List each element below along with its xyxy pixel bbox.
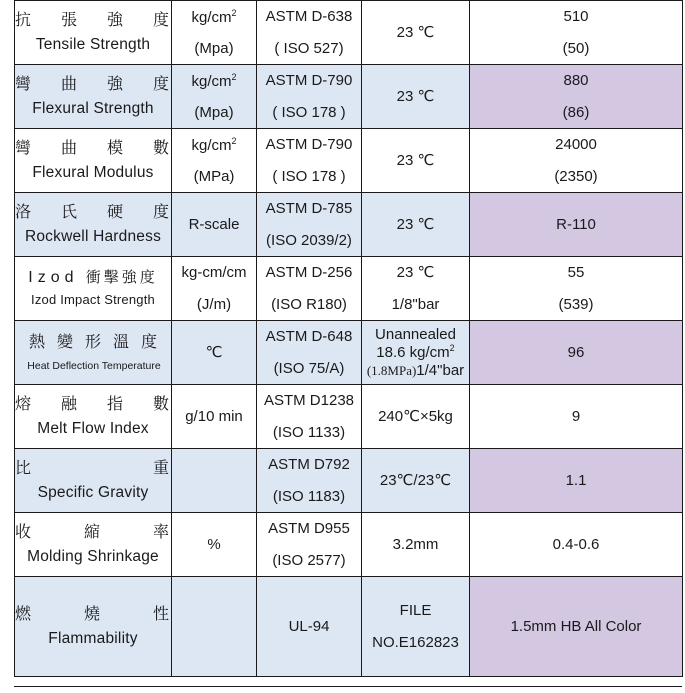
table-row xyxy=(15,385,683,449)
test-method-cell: ASTM D-256 (ISO R180) xyxy=(257,257,362,321)
test-method-cell: ASTM D-648 (ISO 75/A) xyxy=(257,321,362,385)
property-name-en: Flexural Modulus xyxy=(32,163,154,181)
condition-cell: 23 ℃ xyxy=(362,193,470,257)
unit-cell: g/10 min xyxy=(172,385,257,449)
property-name-zh: 比 重 xyxy=(15,458,169,478)
test-method-cell: ASTM D1238 (ISO 1133) xyxy=(257,385,362,449)
property-name-cell xyxy=(15,193,172,257)
test-method-cell: ASTM D955 (ISO 2577) xyxy=(257,513,362,577)
property-name-en: Rockwell Hardness xyxy=(24,227,162,245)
value-cell: R-110 xyxy=(470,193,683,257)
condition-cell: 23 ℃ xyxy=(362,1,470,65)
property-name-zh: 彎 曲 強 度 xyxy=(15,74,169,94)
property-name-cell xyxy=(15,65,172,129)
condition-cell: FILE NO.E162823 xyxy=(362,577,470,677)
table-row xyxy=(15,1,683,65)
property-name-en: Izod Impact Strength xyxy=(31,292,155,308)
property-name-zh: 彎 曲 模 數 xyxy=(15,138,169,158)
property-name-zh: 燃 燒 性 xyxy=(15,604,169,624)
property-name-cell xyxy=(15,1,172,65)
unit-cell: $kg/cm^2$ (Mpa) xyxy=(172,65,257,129)
condition-cell: 23℃/23℃ xyxy=(362,449,470,513)
table-row xyxy=(15,449,683,513)
condition-cell: Unannealed 18.6 $kg/cm^2$ (1.8MPa)1/4"bar xyxy=(362,321,470,385)
property-name-cell xyxy=(15,513,172,577)
condition-cell: 23 ℃ xyxy=(362,65,470,129)
property-name-cell xyxy=(15,257,172,321)
property-name-en: Tensile Strength xyxy=(35,35,151,53)
unit-cell xyxy=(172,577,257,677)
table-row xyxy=(15,193,683,257)
property-name-cell xyxy=(15,449,172,513)
value-cell: 880 (86) xyxy=(470,65,683,129)
property-name-en: Flexural Strength xyxy=(32,99,154,117)
test-method-cell: ASTM D-638 ( ISO 527) xyxy=(257,1,362,65)
value-cell: 96 xyxy=(470,321,683,385)
test-method-cell: ASTM D792 (ISO 1183) xyxy=(257,449,362,513)
property-name-en: Flammability xyxy=(48,629,138,647)
value-cell: 1.5mm HB All Color xyxy=(470,577,683,677)
unit-cell xyxy=(172,449,257,513)
table-row xyxy=(15,65,683,129)
properties-table xyxy=(14,0,683,677)
property-name-zh: 洛 氏 硬 度 xyxy=(15,202,169,222)
property-name-zh: 抗 張 強 度 xyxy=(15,10,169,30)
value-cell: 9 xyxy=(470,385,683,449)
test-method-cell: ASTM D-790 ( ISO 178 ) xyxy=(257,129,362,193)
condition-cell: 23 ℃ xyxy=(362,129,470,193)
value-cell: 0.4-0.6 xyxy=(470,513,683,577)
property-name-cell xyxy=(15,321,172,385)
test-method-cell: ASTM D-785 (ISO 2039/2) xyxy=(257,193,362,257)
table-row xyxy=(15,257,683,321)
condition-cell: 23 ℃ 1/8"bar xyxy=(362,257,470,321)
value-cell: 24000 (2350) xyxy=(470,129,683,193)
table-row xyxy=(15,321,683,385)
property-name-en: Specific Gravity xyxy=(37,483,149,501)
property-name-zh: 熔 融 指 數 xyxy=(15,394,169,414)
property-name-cell xyxy=(15,385,172,449)
test-method-cell: ASTM D-790 ( ISO 178 ) xyxy=(257,65,362,129)
property-name-en: Melt Flow Index xyxy=(37,419,149,437)
property-name-cell xyxy=(15,129,172,193)
unit-cell: % xyxy=(172,513,257,577)
value-cell: 1.1 xyxy=(470,449,683,513)
property-name-zh: 熱 變 形 溫 度 xyxy=(28,332,157,352)
unit-cell: $kg/cm^2$ (Mpa) xyxy=(172,1,257,65)
condition-cell: 240℃×5kg xyxy=(362,385,470,449)
unit-cell: R-scale xyxy=(172,193,257,257)
value-cell: 55 (539) xyxy=(470,257,683,321)
value-cell: 510 (50) xyxy=(470,1,683,65)
test-method-cell: UL-94 xyxy=(257,577,362,677)
property-name-cell xyxy=(15,577,172,677)
property-name-en: Molding Shrinkage xyxy=(27,547,159,565)
unit-cell: $kg/cm^2$ (MPa) xyxy=(172,129,257,193)
table-row xyxy=(15,129,683,193)
unit-cell: kg-cm/cm (J/m) xyxy=(172,257,257,321)
property-name-zh: Izod 衝擊強度 xyxy=(28,268,158,286)
property-name-en: Heat Deflection Temperature xyxy=(27,359,161,372)
table-row xyxy=(15,577,683,677)
unit-cell: ℃ xyxy=(172,321,257,385)
table-row xyxy=(15,513,683,577)
property-name-zh: 收 縮 率 xyxy=(15,522,169,542)
condition-cell: 3.2mm xyxy=(362,513,470,577)
